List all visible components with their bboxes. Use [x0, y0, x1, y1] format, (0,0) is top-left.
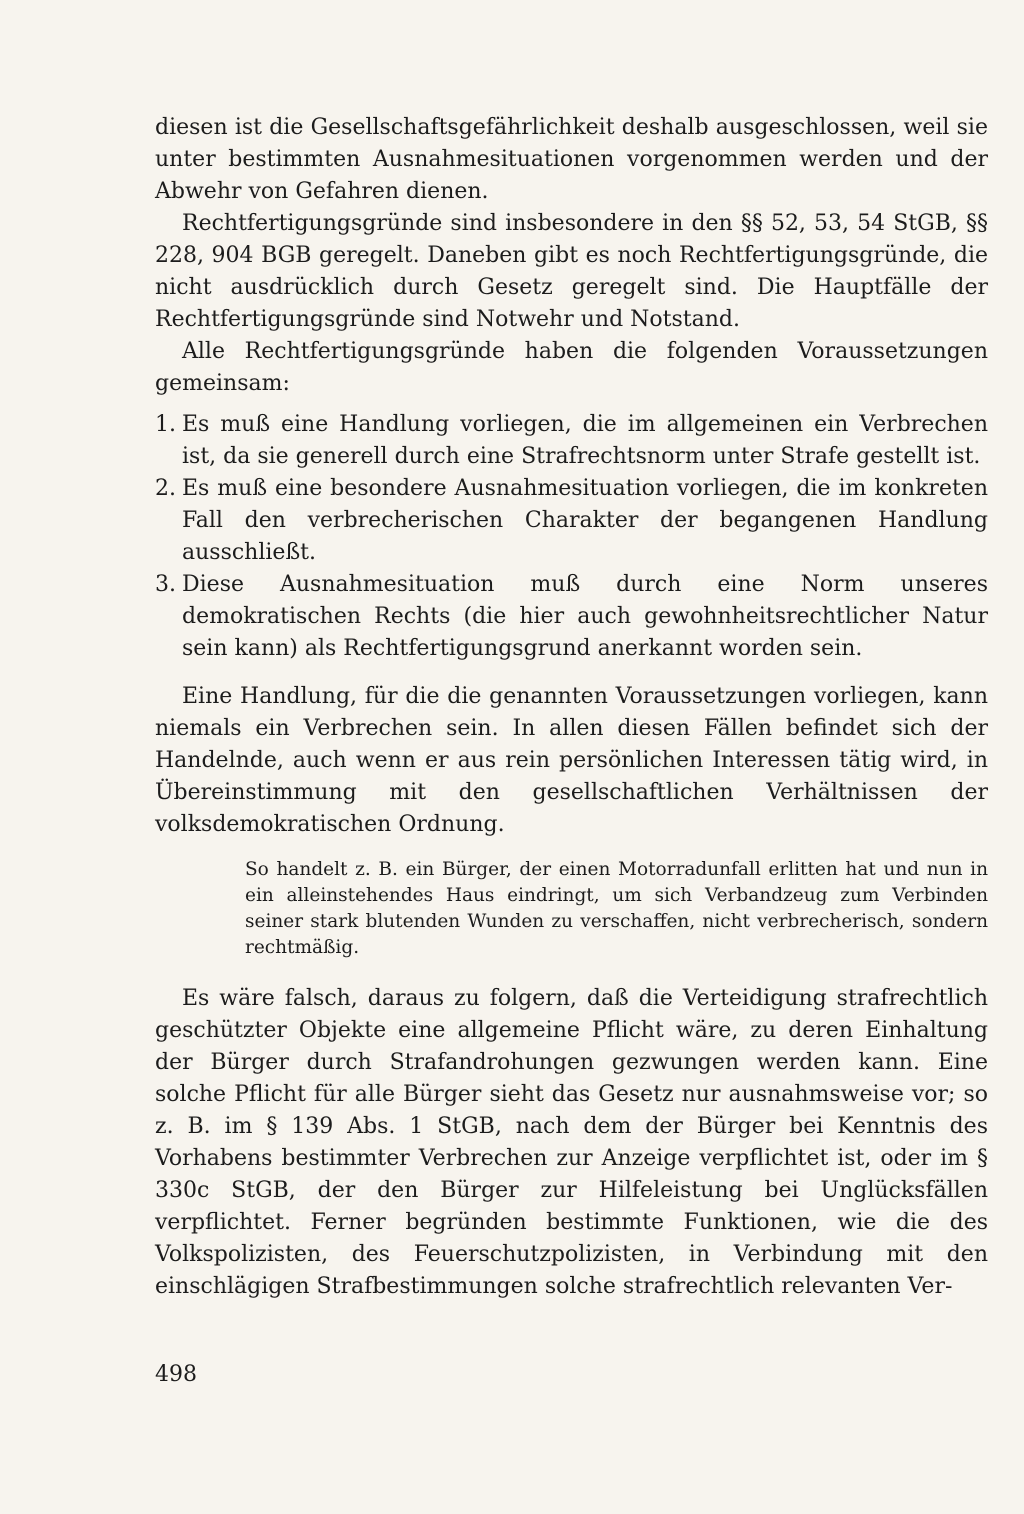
- list-item-number: 3.: [155, 572, 176, 597]
- list-item-text: Es muß eine besondere Ausnahmesituation vorliegen, die im konkreten Fall den verbrecherischen Charakter der begangenen Handlung ausschließt.: [182, 476, 988, 565]
- paragraph-pflicht: Es wäre falsch, daraus zu folgern, daß die Verteidigung strafrechtlich geschützter Objekte eine allgemeine Pflicht wäre, zu deren Einhaltung der Bürger durch Strafandrohungen gezwungen werden kann. Eine solche Pflicht für alle Bürger sieht das Gesetz nur ausnahmsweise vor; so z. B. im § 139 Abs. 1 StGB, nach dem der Bürger bei Kenntnis des Vorhabens bestimmter Verbrechen zur Anzeige verpflichtet ist, oder im § 330c StGB, der den Bürger zur Hilfeleistung bei Unglücksfällen verpflichtet. Ferner begründen bestimmte Funktionen, wie die des Volkspolizisten, des Feuerschutzpolizisten, in Verbindung mit den einschlägigen Strafbestimmungen solche strafrechtlich relevanten Ver-: [155, 986, 988, 1299]
- body-text: [155, 112, 988, 1303]
- intro-paragraph: diesen ist die Gesellschaftsgefährlichkeit deshalb ausgeschlossen, weil sie unter bestimmten Ausnahmesituationen vorgenommen werden und der Abwehr von Gefahren dienen.: [155, 115, 988, 204]
- list-item-text: Es muß eine Handlung vorliegen, die im allgemeinen ein Verbrechen ist, da sie generell durch eine Strafrechtsnorm unter Strafe gestellt ist.: [182, 412, 988, 469]
- list-item-number: 1.: [155, 412, 176, 437]
- list-item: [155, 409, 988, 473]
- list-item-text: Diese Ausnahmesituation muß durch eine Norm unseres demokratischen Rechts (die hier auch gewohnheitsrechtlicher Natur sein kann) als Rechtfertigungsgrund anerkannt worden sein.: [182, 572, 988, 661]
- list-item: [155, 569, 988, 665]
- paragraph-rechtfertigungsgruende: Rechtfertigungsgründe sind insbesondere in den §§ 52, 53, 54 StGB, §§ 228, 904 BGB geregelt. Daneben gibt es noch Rechtfertigungsgründe, die nicht ausdrücklich durch Gesetz geregelt sind. Die Hauptfälle der Rechtfertigungsgründe sind Notwehr und Notstand.: [155, 211, 988, 332]
- conditions-list: [155, 409, 988, 665]
- list-item-number: 2.: [155, 476, 176, 501]
- page-number: 498: [155, 1362, 197, 1387]
- list-item: [155, 473, 988, 569]
- paragraph-voraussetzungen: Alle Rechtfertigungsgründe haben die folgenden Voraussetzungen gemeinsam:: [155, 339, 988, 396]
- paragraph-handlung: Eine Handlung, für die die genannten Voraussetzungen vorliegen, kann niemals ein Verbrechen sein. In allen diesen Fällen befindet sich der Handelnde, auch wenn er aus rein persönlichen Interessen tätig wird, in Übereinstimmung mit den gesellschaftlichen Verhältnissen der volksdemokratischen Ordnung.: [155, 684, 988, 837]
- example-text: So handelt z. B. ein Bürger, der einen Motorradunfall erlitten hat und nun in ein alleinstehendes Haus eindringt, um sich Verbandzeug zum Verbinden seiner stark blutenden Wunden zu verschaffen, nicht verbrecherisch, sondern rechtmäßig.: [245, 859, 988, 958]
- example-block: [155, 857, 988, 961]
